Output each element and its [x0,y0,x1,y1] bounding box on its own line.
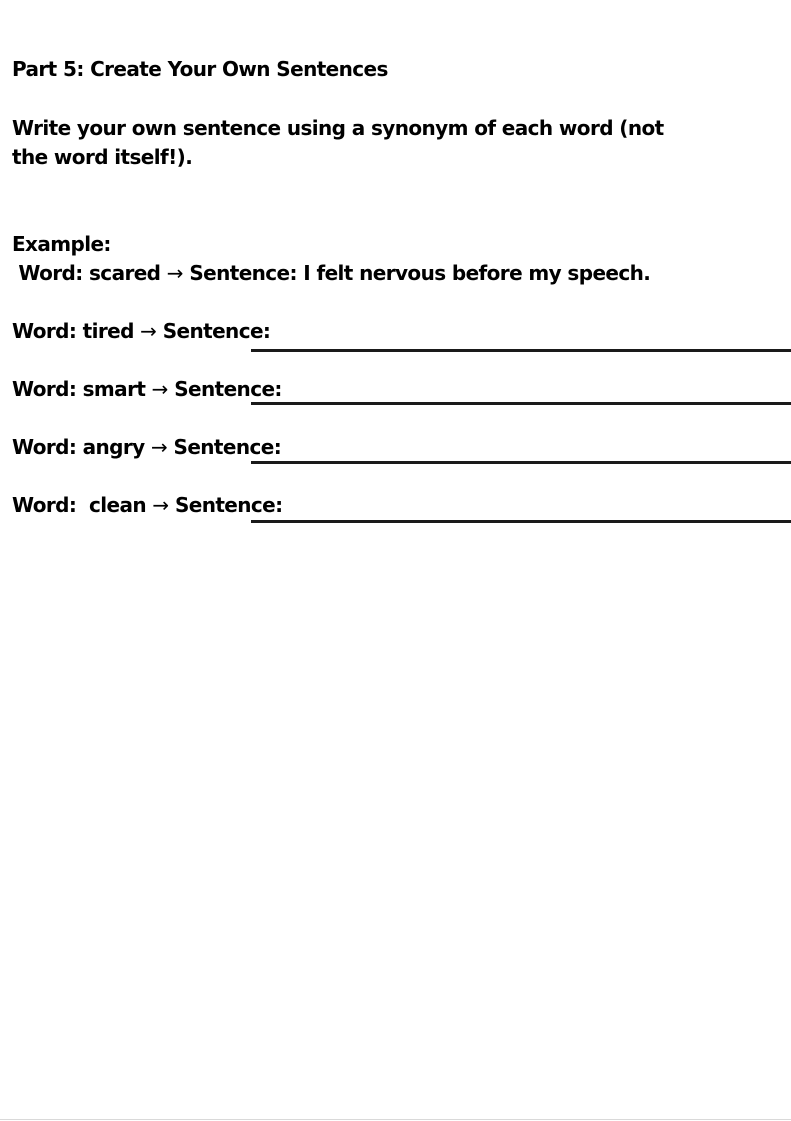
example-line [12,259,650,288]
row-sentence-label: Sentence: [173,435,282,459]
row-word: Word: smart [12,377,146,401]
answer-line-angry[interactable] [251,461,791,464]
answer-line-tired[interactable] [251,349,791,352]
example-word: Word: scared [18,261,161,285]
right-arrow-icon: → [166,261,183,285]
right-arrow-icon: → [150,435,168,459]
instructions-text: Write your own sentence using a synonym of each word (not the word itself!). [12,116,664,169]
row-sentence-label: Sentence: [174,377,282,401]
word-row-clean [12,491,283,520]
right-arrow-icon: → [140,319,157,343]
row-word: Word: tired [12,319,134,343]
word-row-angry [12,433,281,462]
row-word: Word: clean [12,493,147,517]
row-sentence-label: Sentence: [174,493,283,517]
right-arrow-icon: → [151,377,168,401]
row-word: Word: angry [12,435,145,459]
word-row-tired [12,317,270,346]
answer-line-smart[interactable] [251,402,791,405]
example-label: Example: [12,232,111,256]
answer-line-clean[interactable] [251,520,791,523]
page-title: Part 5: Create Your Own Sentences [12,57,388,81]
row-sentence-label: Sentence: [162,319,271,343]
word-row-smart [12,375,282,404]
example-sentence: Sentence: I felt nervous before my speech. [189,261,651,285]
right-arrow-icon: → [152,493,169,517]
